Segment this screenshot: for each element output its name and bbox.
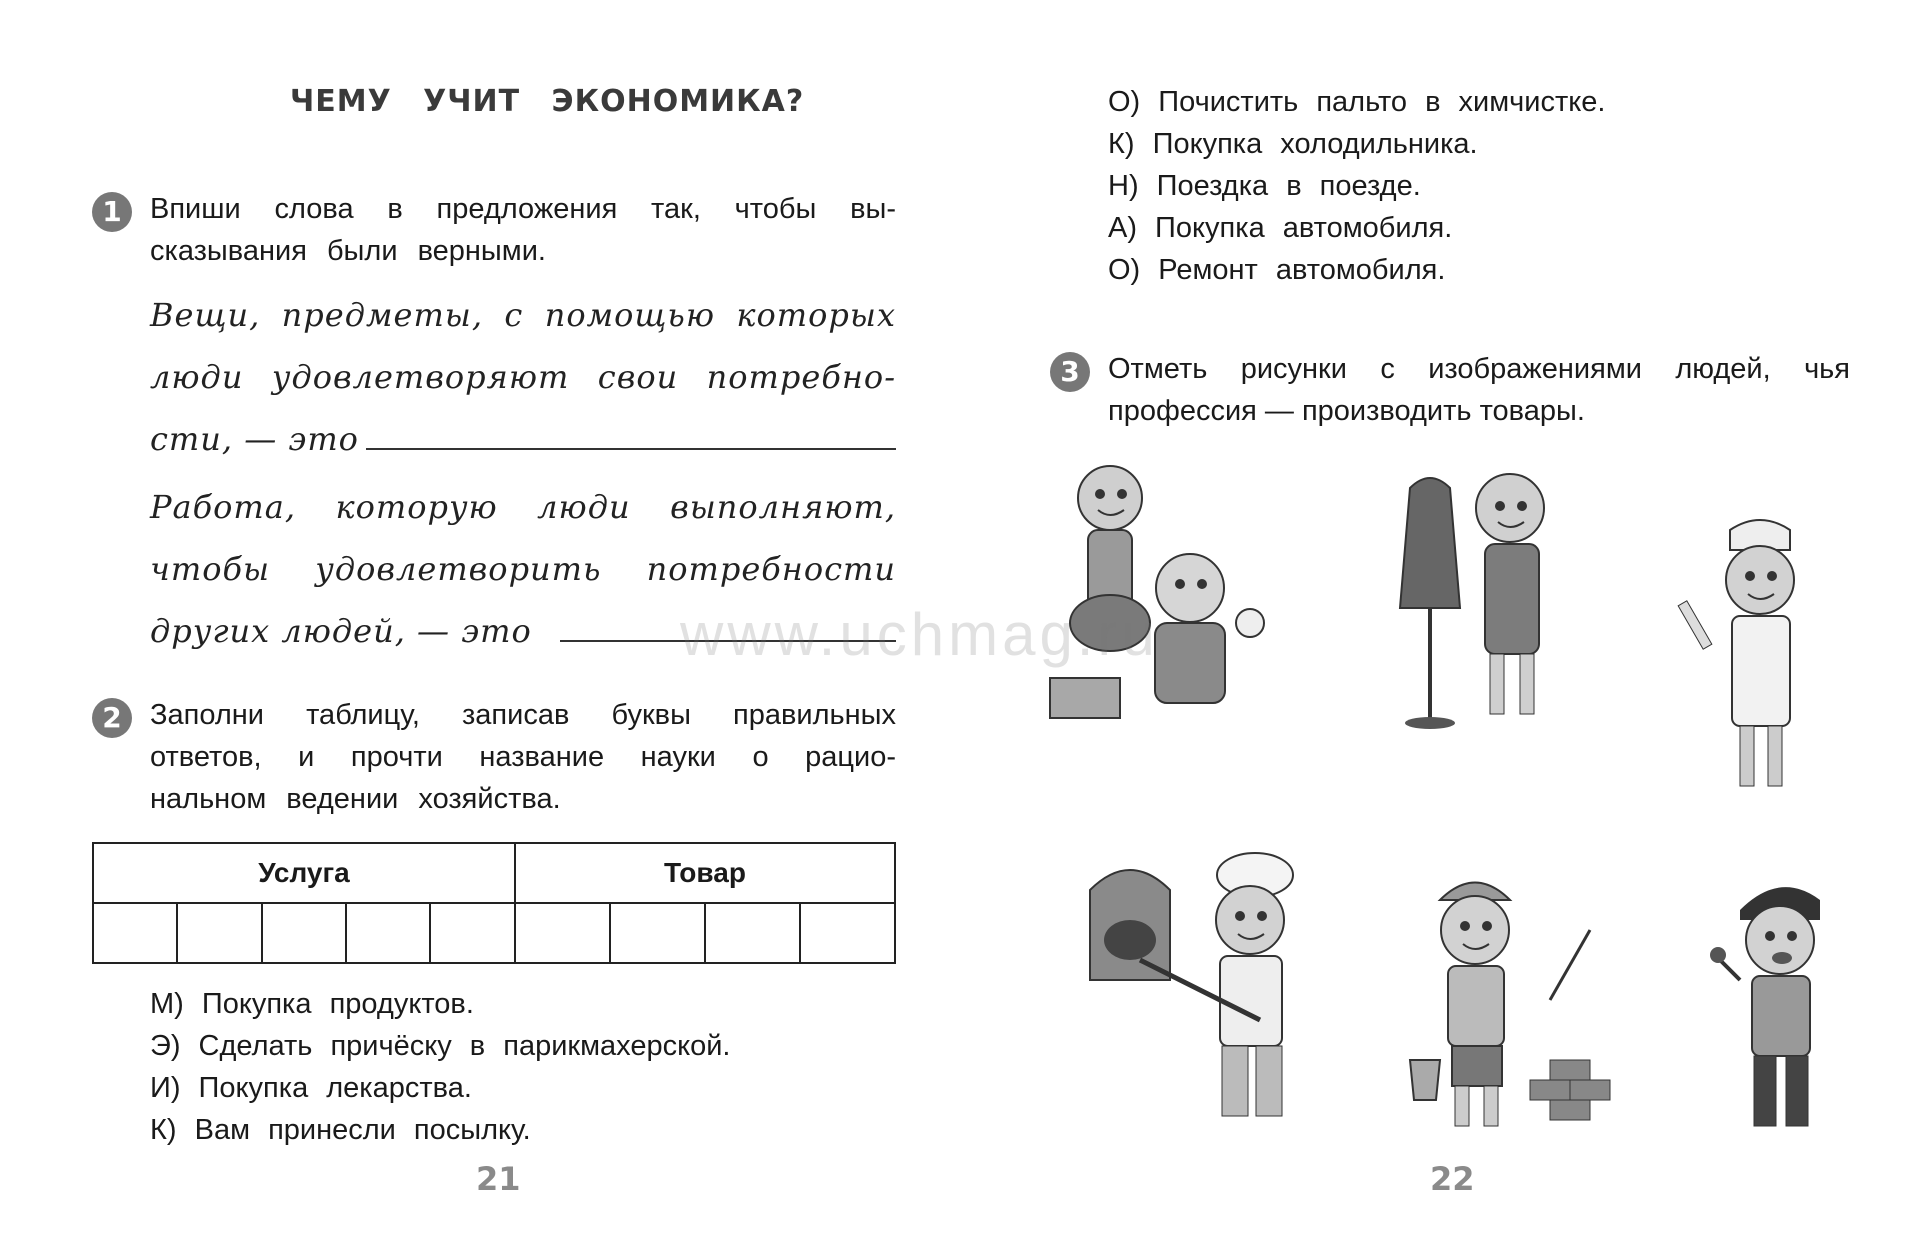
watermark: www.uchmag.ru [680,601,1159,668]
task-number-2: 2 [92,698,132,738]
answer-line-1[interactable] [366,448,896,450]
answer-cell[interactable] [346,903,430,963]
handwritten-line-6: других людей, — это [150,612,532,650]
answer-cell[interactable] [515,903,610,963]
task2-text-line1: Заполни таблицу, записав буквы правильных [150,699,896,731]
handwritten-line-1: Вещи, предметы, с помощью которых [150,296,896,334]
option-right-2: К) Покупка холодильника. [1108,128,1478,160]
task1-text-line2: сказывания были верными. [150,235,546,267]
answer-cell[interactable] [93,903,177,963]
handwritten-line-4: Работа, которую люди выполняют, [150,488,896,526]
option-right-1: О) Почистить пальто в химчистке. [1108,86,1606,118]
handwritten-line-2: люди удовлетворяют свои потребно- [150,358,896,396]
answer-cell[interactable] [705,903,800,963]
tailor-picture[interactable] [1390,448,1590,748]
table-header-service: Услуга [93,843,515,903]
task3-text-line1: Отметь рисунки с изображениями людей, чья [1108,353,1850,385]
task-number-1: 1 [92,192,132,232]
option-left-3: И) Покупка лекарства. [150,1072,472,1104]
answer-cell[interactable] [800,903,895,963]
option-right-3: Н) Поездка в поезде. [1108,170,1421,202]
builder-picture[interactable] [1400,860,1650,1140]
handwritten-line-3: сти, — это [150,420,359,458]
singer-picture[interactable] [1690,870,1870,1140]
answer-cell[interactable] [262,903,346,963]
page-number-left: 21 [476,1160,521,1198]
doctor-picture[interactable] [1670,510,1840,810]
option-left-4: К) Вам принесли посылку. [150,1114,531,1146]
answer-cell[interactable] [430,903,515,963]
table-header-goods: Товар [515,843,895,903]
answer-table [92,842,896,964]
task1-text-line1: Впиши слова в предложения так, чтобы вы- [150,193,896,225]
option-right-4: А) Покупка автомобиля. [1108,212,1453,244]
task2-text-line3: нальном ведении хозяйства. [150,783,561,815]
option-right-5: О) Ремонт автомобиля. [1108,254,1446,286]
option-left-2: Э) Сделать причёску в парикмахерской. [150,1030,731,1062]
task-number-3: 3 [1050,352,1090,392]
page-number-right: 22 [1430,1160,1475,1198]
baker-picture[interactable] [1080,850,1330,1130]
handwritten-line-5: чтобы удовлетворить потребности [150,550,896,588]
page-title: ЧЕМУ УЧИТ ЭКОНОМИКА? [290,84,805,119]
task2-text-line2: ответов, и прочти название науки о рацио- [150,741,896,773]
answer-cell[interactable] [610,903,705,963]
task3-text-line2: профессия — производить товары. [1108,395,1585,427]
hairdresser-picture[interactable] [1040,448,1280,748]
answer-cell[interactable] [177,903,261,963]
option-left-1: М) Покупка продуктов. [150,988,474,1020]
